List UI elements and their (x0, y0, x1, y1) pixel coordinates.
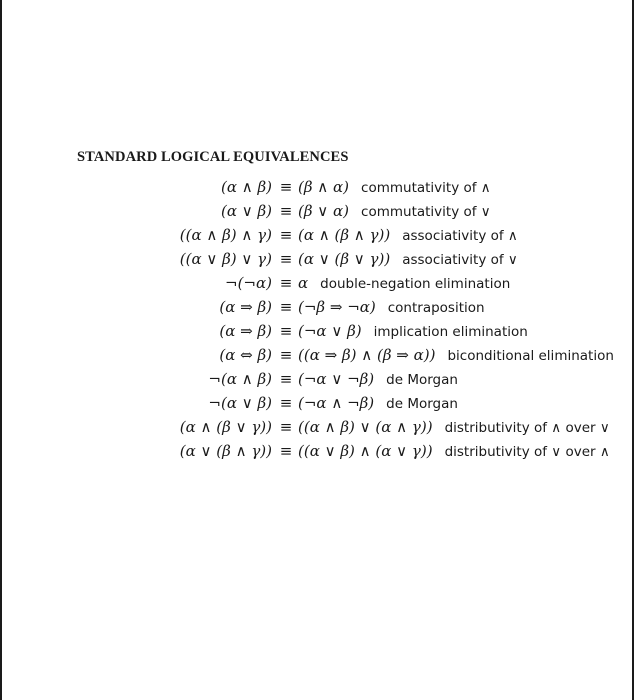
equivalence-rhs-group (298, 199, 491, 224)
equivalence-row (0, 319, 634, 343)
equivalence-symbol: ≡ (279, 226, 293, 244)
equivalence-rhs-group (298, 415, 610, 440)
equivalence-rhs: (¬β ⇒ ¬α) (298, 298, 376, 316)
equivalence-rhs-group (298, 439, 610, 464)
equivalence-lhs: (α ∨ (β ∧ γ)) (179, 442, 272, 460)
equivalence-rhs-group (298, 223, 518, 248)
equivalence-rhs: ((α ∧ β) ∨ (α ∧ γ)) (298, 418, 433, 436)
equivalence-symbol: ≡ (279, 322, 293, 340)
equivalence-row (0, 223, 634, 247)
equivalence-row (0, 367, 634, 391)
equivalence-rhs: ((α ⇒ β) ∧ (β ⇒ α)) (298, 346, 436, 364)
equivalence-symbol: ≡ (279, 418, 293, 436)
equivalence-symbol: ≡ (279, 394, 293, 412)
equivalence-lhs: (α ∧ (β ∨ γ)) (179, 418, 272, 436)
equivalence-rhs-group (298, 319, 528, 344)
equivalence-rhs-group (298, 295, 485, 320)
equivalence-lhs: ((α ∧ β) ∧ γ) (179, 226, 272, 244)
equivalence-row (0, 343, 634, 367)
equivalence-name: distributivity of ∨ over ∧ (444, 444, 610, 460)
equivalence-name: implication elimination (373, 324, 528, 340)
equivalence-rhs-group (298, 391, 458, 416)
equivalence-rhs: (¬α ∧ ¬β) (298, 394, 375, 412)
equivalence-row (0, 271, 634, 295)
equivalence-rhs-group (298, 343, 614, 368)
equivalence-symbol: ≡ (279, 370, 293, 388)
equivalence-lhs: (α ⇒ β) (219, 322, 272, 340)
equivalence-row (0, 391, 634, 415)
equivalence-rhs: (β ∨ α) (298, 202, 350, 220)
equivalence-rhs-group (298, 271, 510, 296)
equivalence-name: de Morgan (386, 372, 458, 388)
equivalence-symbol: ≡ (279, 274, 293, 292)
equivalence-lhs: (α ∨ β) (220, 202, 272, 220)
equivalence-symbol: ≡ (279, 250, 293, 268)
equivalence-row (0, 175, 634, 199)
equivalence-rhs: ((α ∨ β) ∧ (α ∨ γ)) (298, 442, 433, 460)
equivalence-name: associativity of ∨ (402, 252, 518, 268)
equivalence-lhs: ¬(α ∨ β) (208, 394, 272, 412)
equivalence-lhs: ((α ∨ β) ∨ γ) (179, 250, 272, 268)
document-title: STANDARD LOGICAL EQUIVALENCES (77, 149, 349, 165)
equivalence-rhs-group (298, 247, 518, 272)
equivalence-rhs: (β ∧ α) (298, 178, 350, 196)
equivalence-name: de Morgan (386, 396, 458, 412)
equivalence-rhs: (α ∧ (β ∧ γ)) (298, 226, 391, 244)
equivalence-lhs: (α ⇒ β) (219, 298, 272, 316)
equivalence-rhs: (¬α ∨ ¬β) (298, 370, 375, 388)
equivalence-rhs: (α ∨ (β ∨ γ)) (298, 250, 391, 268)
equivalence-name: contraposition (387, 300, 485, 316)
equivalence-name: double-negation elimination (320, 276, 511, 292)
equivalence-name: biconditional elimination (447, 348, 614, 364)
equivalence-symbol: ≡ (279, 346, 293, 364)
equivalence-lhs: (α ⇔ β) (219, 346, 272, 364)
equivalence-row (0, 415, 634, 439)
equivalence-symbol: ≡ (279, 298, 293, 316)
equivalence-row (0, 247, 634, 271)
equivalence-name: commutativity of ∨ (361, 204, 491, 220)
equivalence-name: distributivity of ∧ over ∨ (444, 420, 610, 436)
equivalence-name: associativity of ∧ (402, 228, 518, 244)
equivalence-name: commutativity of ∧ (361, 180, 491, 196)
equivalence-row (0, 295, 634, 319)
equivalence-lhs: ¬(¬α) (225, 274, 272, 292)
equivalence-symbol: ≡ (279, 442, 293, 460)
equivalence-rhs: (¬α ∨ β) (298, 322, 362, 340)
equivalence-symbol: ≡ (279, 202, 293, 220)
equivalence-rhs-group (298, 175, 491, 200)
equivalence-rhs-group (298, 367, 458, 392)
equivalence-row (0, 439, 634, 463)
equivalence-row (0, 199, 634, 223)
equivalence-rhs: α (298, 274, 309, 292)
equivalence-lhs: ¬(α ∧ β) (208, 370, 272, 388)
equivalence-lhs: (α ∧ β) (220, 178, 272, 196)
equivalence-symbol: ≡ (279, 178, 293, 196)
